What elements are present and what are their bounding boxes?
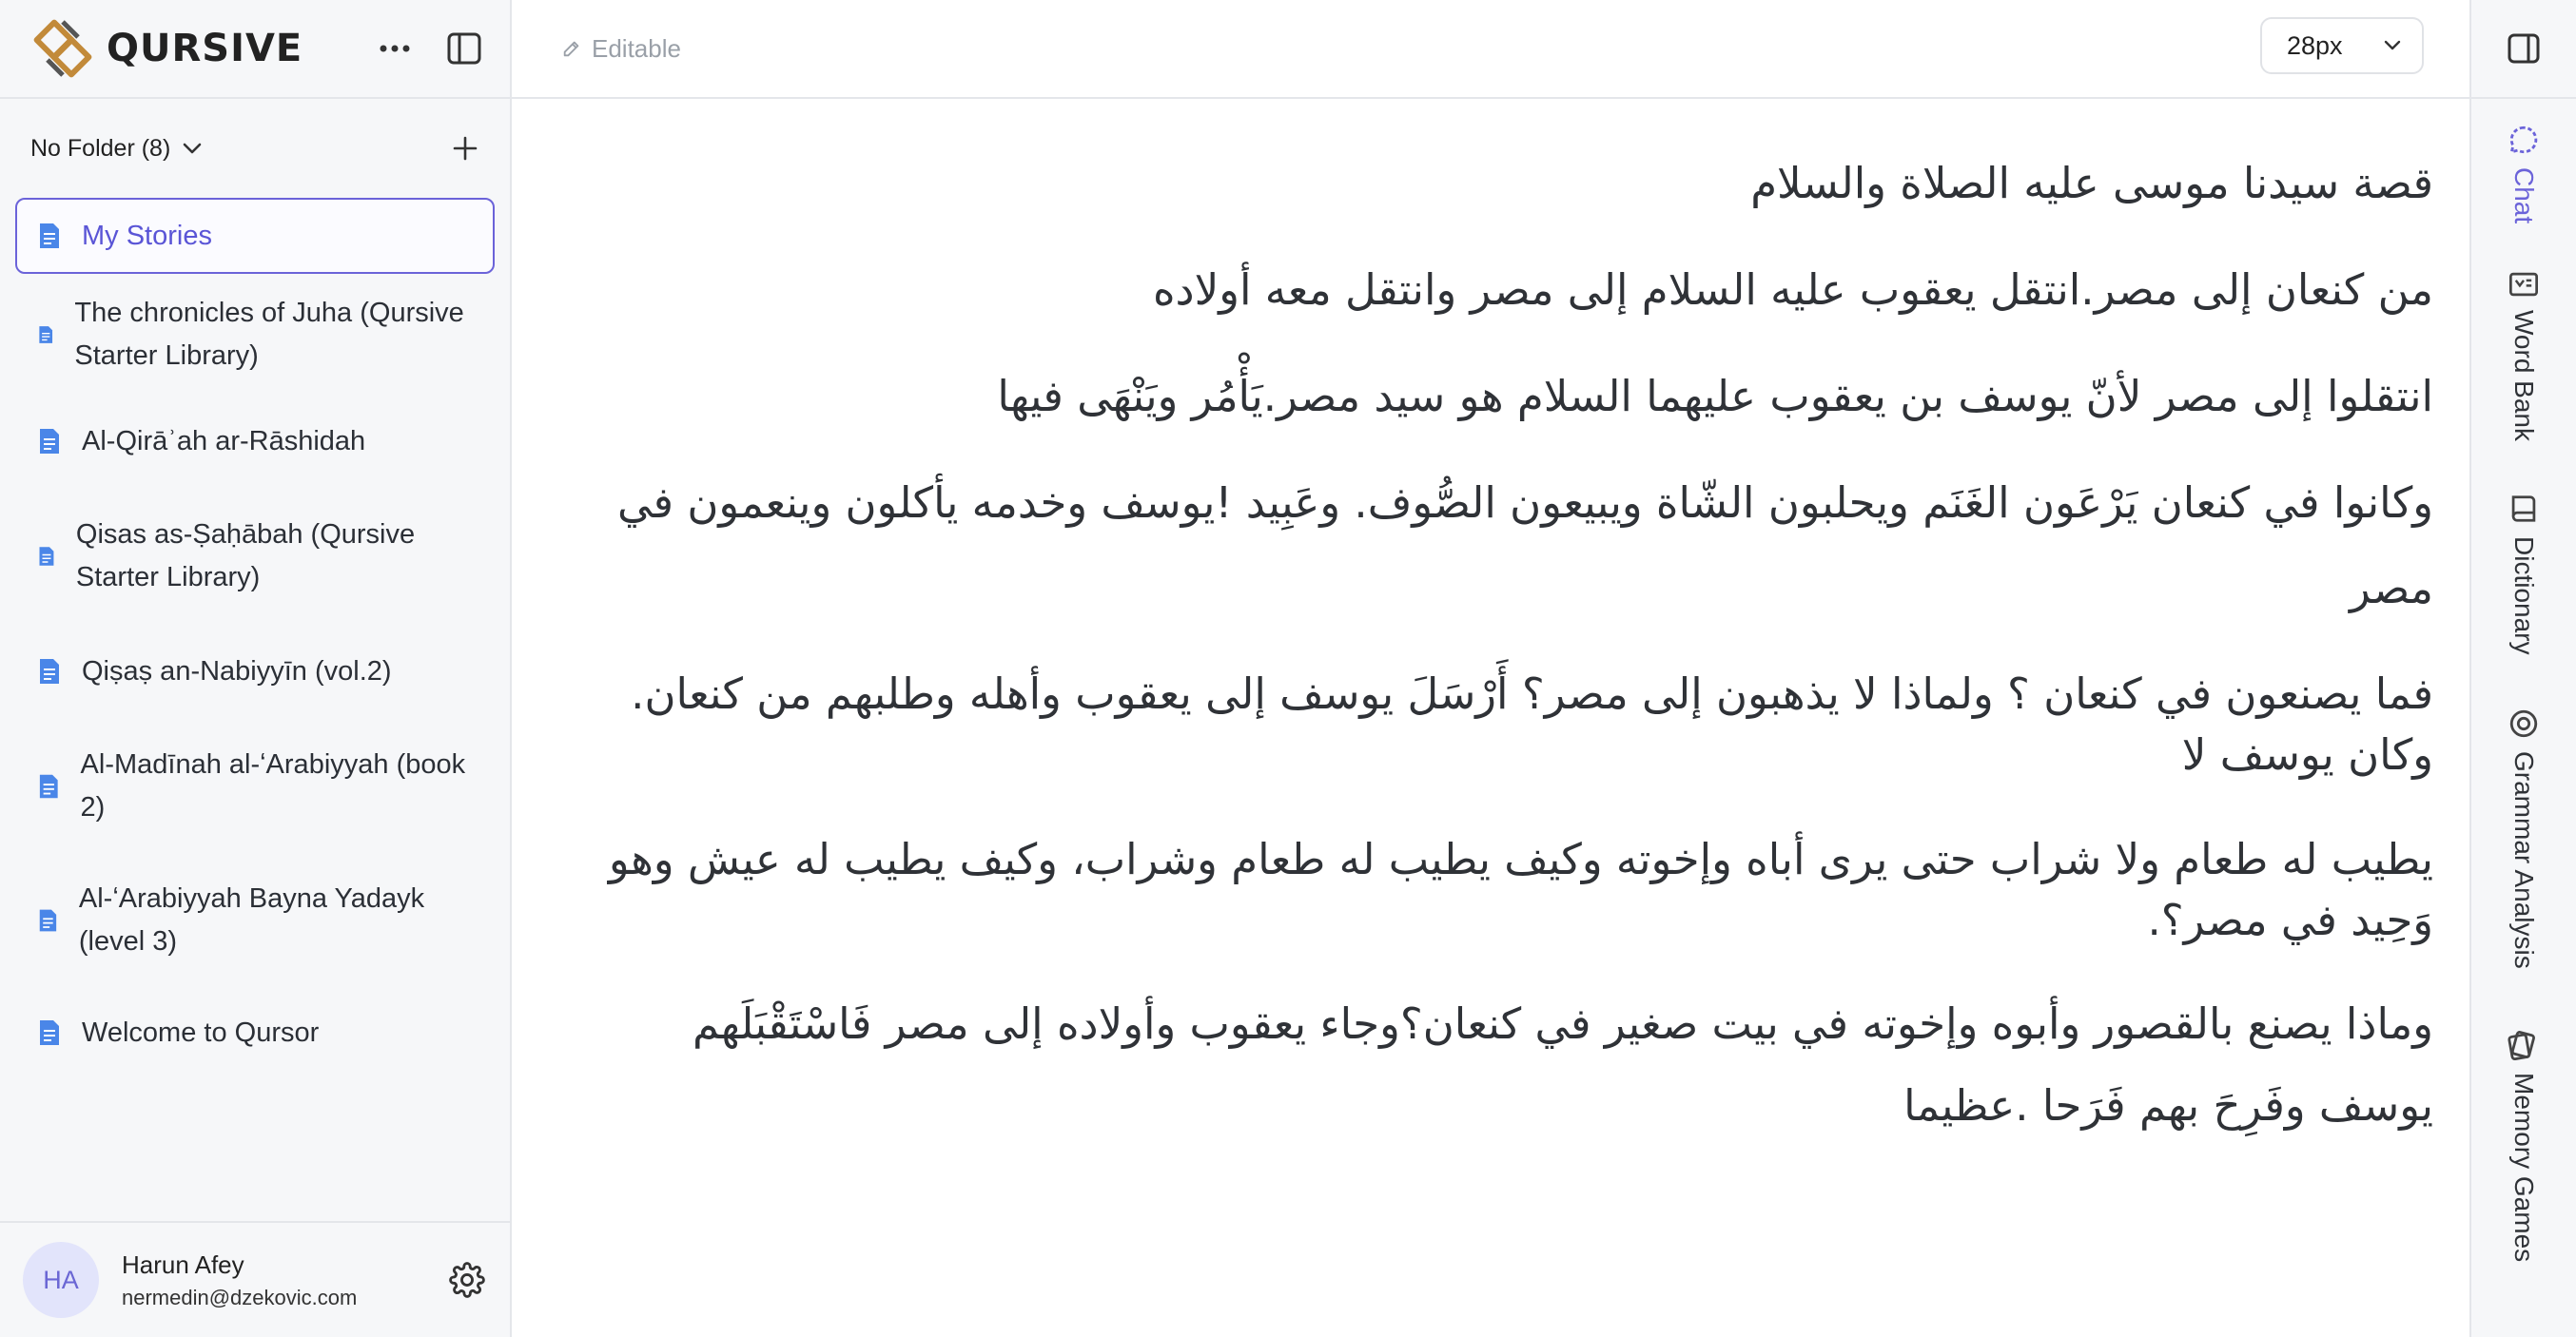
book-icon (2509, 493, 2538, 525)
grammar-icon (2508, 707, 2540, 740)
app-logo[interactable] (30, 16, 302, 81)
tab-memory-games[interactable] (2471, 1029, 2576, 1262)
story-paragraph[interactable]: من كنعان إلى مصر.انتقل يعقوب عليه السلام إلى مصر وانتقل معه أولاده (1152, 264, 2433, 315)
cards-icon (2507, 1029, 2541, 1061)
qursive-logo-icon (30, 16, 95, 81)
user-email: nermedin@dzekovic.com (122, 1285, 358, 1309)
toggle-panel-icon[interactable] (2508, 33, 2540, 64)
tab-label: Grammar Analysis (2509, 751, 2539, 969)
folder-label: No Folder (8) (30, 134, 171, 162)
more-options-icon[interactable] (379, 44, 411, 53)
document-title: Al-Qirāʾah ar-Rāshidah (82, 425, 366, 456)
avatar[interactable]: HA (23, 1242, 99, 1318)
tab-label: Memory Games (2509, 1073, 2539, 1263)
word-bank-icon (2508, 270, 2540, 299)
document-item[interactable] (15, 274, 495, 396)
editable-status (561, 34, 681, 64)
font-size-select[interactable] (2260, 17, 2424, 74)
chevron-down-icon (2384, 40, 2401, 51)
editor-area (512, 0, 2469, 1337)
toggle-sidebar-icon[interactable] (447, 32, 481, 65)
document-icon (38, 906, 58, 935)
document-title: Qisas as-Ṣaḥābah (Qursive Starter Library) (75, 519, 416, 592)
document-title: The chronicles of Juha (Qursive Starter Library) (74, 298, 464, 371)
chat-icon (2508, 124, 2540, 156)
document-icon (38, 427, 61, 455)
story-paragraph[interactable]: يطيب له طعام ولا شراب حتى يرى أباه وإخوته وكيف يطيب له طعام وشراب، وكيف يطيب له عيش وهو وَحِيد في مصر؟. (608, 834, 2433, 945)
editor-toolbar (512, 0, 2469, 99)
document-item[interactable] (15, 717, 495, 856)
tab-grammar-analysis[interactable] (2471, 707, 2576, 969)
document-list (0, 198, 510, 1080)
tab-word-bank[interactable] (2471, 270, 2576, 441)
user-name: Harun Afey (122, 1250, 244, 1279)
document-title: Al-Madīnah al-ʻArabiyyah (book 2) (80, 749, 466, 823)
tab-chat[interactable] (2471, 124, 2576, 223)
document-title: Welcome to Qursor (82, 1017, 320, 1048)
document-icon (38, 772, 60, 801)
story-paragraph[interactable]: انتقلوا إلى مصر لأنّ يوسف بن يعقوب عليهما السلام هو سيد مصر.يَأْمُر ويَنْهَى فيها (997, 371, 2433, 421)
tab-label: Word Bank (2509, 310, 2539, 441)
story-paragraph[interactable]: وكانوا في كنعان يَرْعَون الغَنَم ويحلبون الشّاة ويبيعون الصُّوف. وعَبِيد !يوسف وخدمه يأكلون وينعمون في مصر (617, 477, 2433, 613)
editable-label: Editable (592, 33, 681, 63)
rail-header (2471, 0, 2576, 99)
story-text-editor[interactable] (569, 141, 2433, 1168)
document-icon (38, 222, 61, 250)
document-item[interactable] (15, 626, 495, 717)
tab-dictionary[interactable] (2471, 493, 2576, 654)
document-icon (38, 320, 53, 349)
story-paragraph[interactable]: فما يصنعون في كنعان ؟ ولماذا لا يذهبون إلى مصر؟ أَرْسَلَ يوسف إلى يعقوب وأهله وطلبهم من كنعان. وكان يوسف لا (631, 668, 2433, 780)
document-title: My Stories (82, 220, 212, 251)
document-icon (38, 657, 61, 686)
font-size-value: 28px (2287, 30, 2343, 60)
sidebar-header (0, 0, 510, 99)
app-name: QURSIVE (107, 27, 303, 70)
add-document-icon[interactable] (453, 136, 478, 161)
edit-icon (561, 38, 582, 59)
user-panel (0, 1221, 510, 1337)
document-title: Qiṣaṣ an-Nabiyyīn (vol.2) (82, 655, 392, 687)
document-icon (38, 1018, 61, 1047)
tools-rail (2469, 0, 2576, 1337)
folder-selector[interactable] (0, 99, 510, 198)
tab-label: Chat (2509, 167, 2539, 224)
tab-label: Dictionary (2509, 536, 2539, 655)
document-icon (38, 542, 55, 571)
document-item[interactable] (15, 985, 495, 1080)
sidebar (0, 0, 512, 1337)
document-title: Al-ʻArabiyyah Bayna Yadayk (level 3) (78, 883, 425, 957)
document-item[interactable] (15, 487, 495, 626)
document-item[interactable] (15, 396, 495, 487)
story-paragraph[interactable]: وماذا يصنع بالقصور وأبوه وإخوته في بيت صغير في كنعان؟وجاء يعقوب وأولاده إلى مصر فَاسْتَقْبَلَهم يوسف وفَرِحَ بهم فَرَحا .عظيما (692, 998, 2433, 1131)
gear-icon[interactable] (449, 1262, 485, 1298)
document-item[interactable] (15, 856, 495, 985)
chevron-down-icon (182, 142, 203, 155)
story-paragraph[interactable]: قصة سيدنا موسى عليه الصلاة والسلام (1750, 158, 2433, 208)
document-item[interactable] (15, 198, 495, 274)
